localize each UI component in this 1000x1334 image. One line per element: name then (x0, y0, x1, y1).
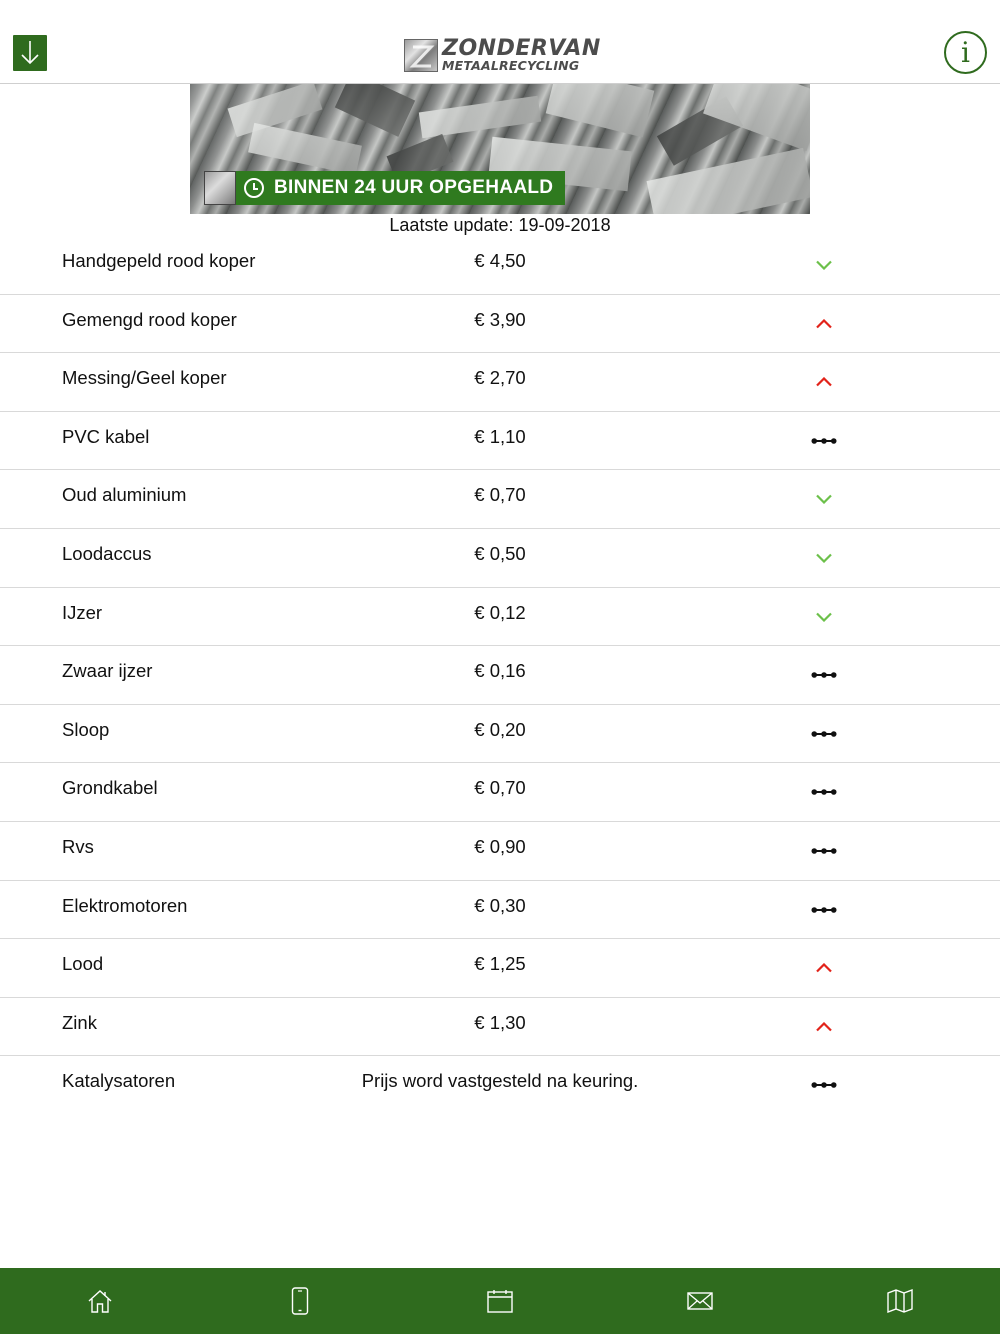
price-row (0, 1056, 1000, 1115)
calendar-icon (487, 1289, 513, 1313)
price-row (0, 881, 1000, 940)
tab-calendar[interactable] (400, 1268, 600, 1334)
tab-mail[interactable] (600, 1268, 800, 1334)
material-price: € 2,70 (474, 367, 526, 389)
material-name: Zink (62, 1011, 97, 1033)
price-row (0, 939, 1000, 998)
material-name: Zwaar ijzer (62, 660, 153, 682)
banner-tag (204, 171, 565, 205)
material-name: Sloop (62, 718, 110, 740)
price-row (0, 295, 1000, 354)
price-row (0, 353, 1000, 412)
price-row (0, 412, 1000, 471)
price-row (0, 705, 1000, 764)
mail-icon (687, 1292, 713, 1310)
home-icon (88, 1289, 112, 1313)
trend-down-icon (811, 486, 837, 512)
download-button[interactable] (13, 35, 47, 71)
logo-wordmark: ZONDERVAN (442, 36, 601, 61)
price-row (0, 763, 1000, 822)
trend-up-icon (811, 369, 837, 395)
info-icon: i (961, 35, 970, 69)
material-price: € 0,90 (474, 835, 526, 857)
material-name: Elektromotoren (62, 894, 188, 916)
material-price: € 0,70 (474, 484, 526, 506)
material-name: PVC kabel (62, 425, 150, 447)
material-name: Oud aluminium (62, 484, 187, 506)
clock-icon (244, 178, 264, 198)
tab-phone[interactable] (200, 1268, 400, 1334)
banner-logo-icon (204, 171, 236, 205)
info-button[interactable] (944, 31, 987, 74)
trend-up-icon (811, 1014, 837, 1040)
promo-banner (190, 84, 810, 214)
price-row (0, 529, 1000, 588)
material-price: € 0,12 (474, 601, 526, 623)
material-name: Handgepeld rood koper (62, 250, 256, 271)
price-row (0, 822, 1000, 881)
banner-label-text: BINNEN 24 UUR OPGEHAALD (274, 177, 554, 198)
price-list (0, 236, 1000, 1115)
trend-stable-icon (811, 838, 837, 864)
trend-stable-icon (811, 897, 837, 923)
trend-stable-icon (811, 662, 837, 688)
material-price: € 0,50 (474, 542, 526, 564)
material-name: Grondkabel (62, 777, 158, 799)
trend-stable-icon (811, 779, 837, 805)
material-price: € 0,70 (474, 777, 526, 799)
trend-stable-icon (811, 428, 837, 454)
material-name: Katalysatoren (62, 1070, 176, 1092)
material-price: € 0,16 (474, 660, 526, 682)
material-name: IJzer (62, 601, 103, 623)
trend-up-icon (811, 955, 837, 981)
trend-stable-icon (811, 1072, 837, 1098)
tab-bar (0, 1268, 1000, 1334)
price-row (0, 588, 1000, 647)
price-row (0, 470, 1000, 529)
material-name: Loodaccus (62, 542, 152, 564)
material-name: Rvs (62, 835, 94, 857)
trend-down-icon (811, 604, 837, 630)
download-arrow-icon (20, 40, 40, 66)
last-update: Laatste update: 19-09-2018 (389, 215, 611, 235)
material-price: € 0,30 (474, 894, 526, 916)
trend-stable-icon (811, 721, 837, 747)
material-price: € 3,90 (474, 308, 526, 330)
banner-label (236, 171, 565, 205)
phone-icon (291, 1287, 309, 1315)
material-price: € 1,25 (474, 953, 526, 975)
material-name: Gemengd rood koper (62, 308, 237, 330)
tab-map[interactable] (800, 1268, 1000, 1334)
price-row (0, 646, 1000, 705)
material-price: € 1,30 (474, 1011, 526, 1033)
tab-home[interactable] (0, 1268, 200, 1334)
material-price: € 1,10 (474, 425, 526, 447)
map-icon (887, 1289, 913, 1313)
trend-down-icon (811, 252, 837, 278)
material-price: Prijs word vastgesteld na keuring. (361, 1070, 639, 1092)
material-name: Messing/Geel koper (62, 367, 227, 389)
material-name: Lood (62, 953, 104, 975)
top-bar (0, 0, 1000, 84)
material-price: € 4,50 (474, 250, 526, 271)
trend-up-icon (811, 311, 837, 337)
price-row (0, 998, 1000, 1057)
material-price: € 0,20 (474, 718, 526, 740)
trend-down-icon (811, 545, 837, 571)
company-logo (404, 36, 601, 74)
logo-mark-icon (404, 39, 438, 72)
price-row (0, 236, 1000, 295)
logo-tagline: METAALRECYCLING (442, 58, 580, 73)
